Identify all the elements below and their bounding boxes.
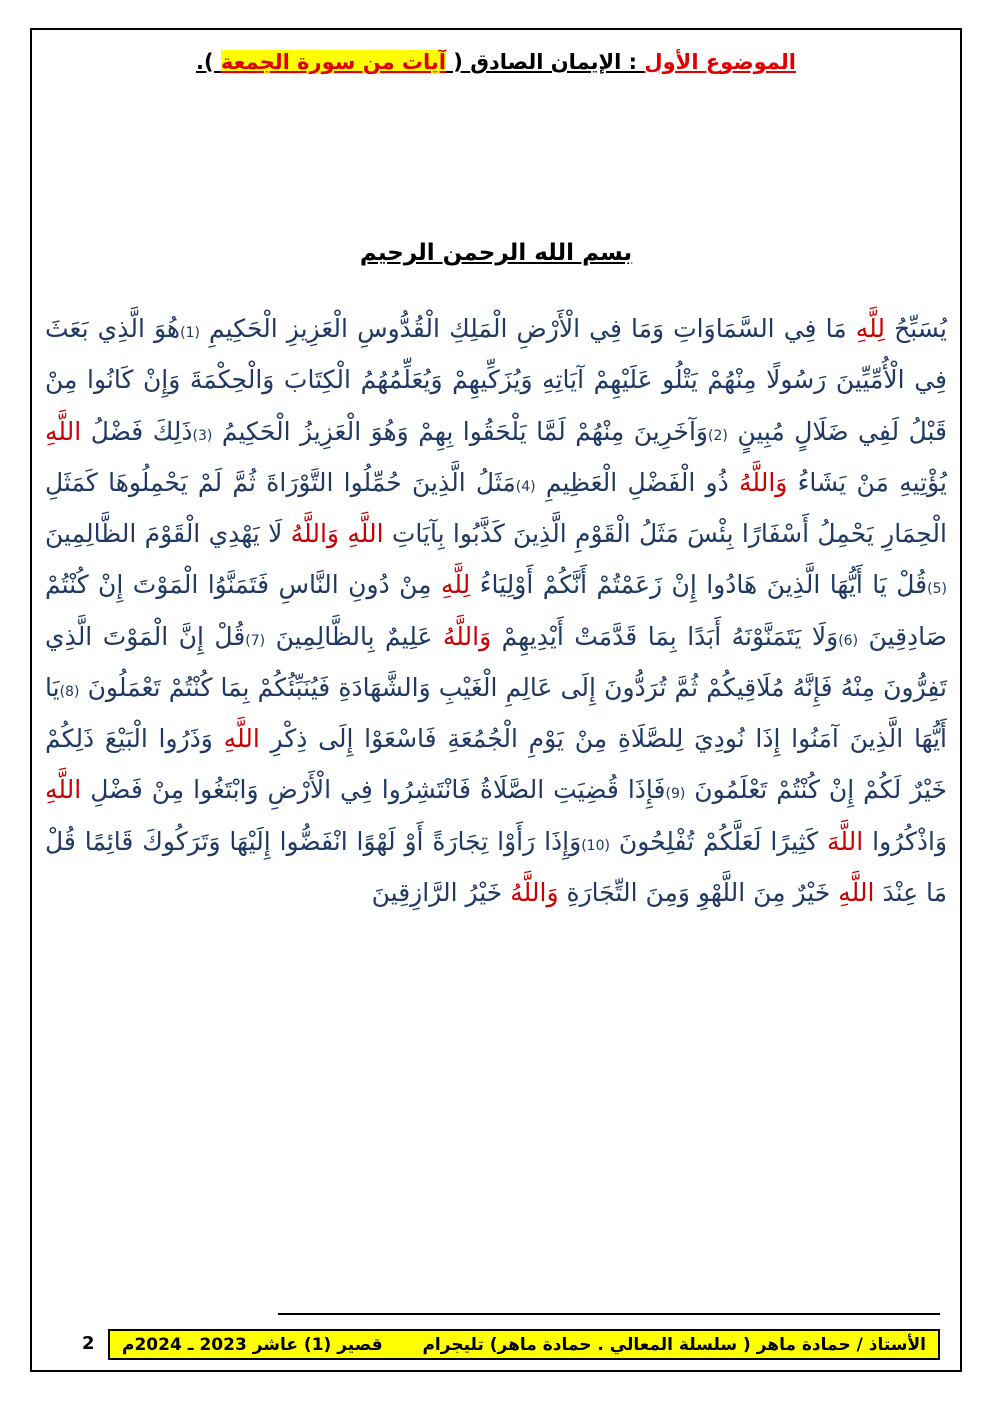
ayah-marker: (5)	[927, 581, 947, 598]
verse-text: خَيْرٌ مِنَ اللَّهْوِ وَمِنَ التِّجَارَةِ	[558, 877, 839, 907]
allah-word: اللَّهِ	[223, 724, 260, 753]
verse-text: قُلْ إِنَّ الْمَوْتَ الَّذِي تَفِرُّونَ مِنْهُ فَإِنَّهُ مُلَاقِيكُمْ ثُمَّ تُرَدُّونَ إِلَى عَالِمِ الْغَيْبِ وَالشَّهَادَةِ فَيُنَبِّئُكُمْ بِمَا كُنْتُمْ تَعْمَلُونَ	[45, 621, 947, 702]
header-title: الإيمان الصادق	[470, 50, 622, 74]
verse-text: مَا فِي السَّمَاوَاتِ وَمَا فِي الْأَرْضِ الْمَلِكِ الْقُدُّوسِ الْعَزِيزِ الْحَكِيمِ	[199, 314, 856, 343]
ayah-marker: (10)	[581, 837, 610, 854]
verse-text: هُوَ الَّذِي بَعَثَ فِي الْأُمِّيِّينَ رَسُولًا مِنْهُمْ يَتْلُو عَلَيْهِمْ آيَاتِهِ وَيُزَكِّيهِمْ وَيُعَلِّمُهُمُ الْكِتَابَ وَالْحِكْمَةَ وَإِنْ كَانُوا مِنْ قَبْلُ لَفِي ضَلَالٍ مُبِينٍ	[45, 314, 947, 446]
header-paren-close: ).	[196, 50, 221, 74]
verse-text: وَآخَرِينَ مِنْهُمْ لَمَّا يَلْحَقُوا بِهِمْ وَهُوَ الْعَزِيزُ الْحَكِيمُ	[212, 416, 709, 446]
allah-word: اللَّهِ	[45, 775, 82, 805]
verse-text: قُلْ يَا أَيُّهَا الَّذِينَ هَادُوا إِنْ زَعَمْتُمْ أَنَّكُمْ أَوْلِيَاءُ	[470, 570, 928, 600]
allah-word: لِلَّهِ	[441, 570, 471, 600]
footer-term-text: قصير (1) عاشر 2023 ـ 2024م	[122, 1334, 383, 1355]
verse-text: مِنْ دُونِ النَّاسِ فَتَمَنَّوُا الْمَوْتَ إِنْ كُنْتُمْ صَادِقِينَ	[45, 570, 948, 651]
verse-text: وَإِذَا رَأَوْا تِجَارَةً أَوْ لَهْوًا انْفَضُّوا إِلَيْهَا وَتَرَكُوكَ قَائِمًا قُلْ مَا عِنْدَ	[45, 826, 947, 907]
ayah-marker: (1)	[180, 325, 200, 341]
allah-word: وَاللَّهُ	[510, 877, 559, 907]
verse-text: وَلَا يَتَمَنَّوْنَهُ أَبَدًا بِمَا قَدَّمَتْ أَيْدِيهِمْ	[491, 621, 839, 651]
ayah-marker: (4)	[515, 478, 536, 495]
footer-bar	[108, 1329, 940, 1360]
verse-text: وَاذْكُرُوا	[863, 826, 948, 856]
ayah-marker: (2)	[708, 427, 728, 444]
ayah-marker: (7)	[245, 632, 266, 649]
footer-teacher-text: الأستاذ / حمادة ماهر ( سلسلة المعالي . حمادة ماهر) تليجرام	[422, 1334, 926, 1355]
verse-text: كَثِيرًا لَعَلَّكُمْ تُفْلِحُونَ	[609, 826, 827, 856]
ayah-marker: (3)	[192, 427, 213, 444]
allah-word: وَاللَّهُ	[290, 519, 339, 548]
ayah-marker: (9)	[665, 786, 686, 803]
verse-text: خَيْرُ الرَّازِقِينَ	[371, 877, 511, 907]
verse-text: عَلِيمٌ بِالظَّالِمِينَ	[265, 621, 443, 651]
allah-word: وَاللَّهُ	[739, 467, 788, 497]
page-number: 2	[82, 1333, 95, 1354]
allah-word: اللَّهِ	[45, 416, 82, 446]
verse-text: ذَلِكَ فَضْلُ	[81, 416, 193, 446]
header-colon: :	[621, 50, 645, 74]
verse-text: مَثَلُ الَّذِينَ حُمِّلُوا التَّوْرَاةَ ثُمَّ لَمْ يَحْمِلُوهَا كَمَثَلِ الْحِمَارِ يَحْمِلُ أَسْفَارًا بِئْسَ مَثَلُ الْقَوْمِ الَّذِينَ كَذَّبُوا بِآيَاتِ	[45, 467, 947, 548]
verse-text: يُسَبِّحُ	[884, 314, 948, 343]
quran-text	[45, 303, 947, 918]
ayah-marker: (6)	[838, 632, 859, 649]
verse-text: فَإِذَا قُضِيَتِ الصَّلَاةُ فَانْتَشِرُوا فِي الْأَرْضِ وَابْتَغُوا مِنْ فَضْلِ	[81, 775, 666, 805]
verse-text: يَا أَيُّهَا الَّذِينَ آمَنُوا إِذَا نُودِيَ لِلصَّلَاةِ مِنْ يَوْمِ الْجُمُعَةِ فَاسْعَوْا إِلَى ذِكْرِ	[45, 672, 947, 753]
header-topic: الموضوع الأول	[644, 50, 796, 74]
verse-text: وَذَرُوا الْبَيْعَ ذَلِكُمْ خَيْرٌ لَكُمْ إِنْ كُنْتُمْ تَعْلَمُونَ	[45, 724, 947, 805]
header	[0, 50, 992, 74]
header-subtitle-highlight: آيات من سورة الجمعة	[220, 50, 446, 74]
allah-word: لِلَّهِ	[855, 314, 885, 343]
header-paren-open: (	[446, 50, 471, 74]
allah-word: اللَّهِ	[347, 519, 384, 548]
verse-text: يُؤْتِيهِ مَنْ يَشَاءُ	[787, 467, 947, 497]
bismillah-title: بسم الله الرحمن الرحيم	[359, 240, 633, 266]
verse-text: لَا يَهْدِي الْقَوْمَ الظَّالِمِينَ	[45, 519, 291, 548]
verse-text: ذُو الْفَضْلِ الْعَظِيمِ	[535, 467, 740, 497]
allah-word: وَاللَّهُ	[442, 621, 492, 651]
ayah-marker: (8)	[59, 683, 80, 700]
allah-word: اللَّهَ	[827, 826, 864, 856]
allah-word: اللَّهِ	[838, 877, 875, 907]
footer-separator	[278, 1313, 940, 1315]
